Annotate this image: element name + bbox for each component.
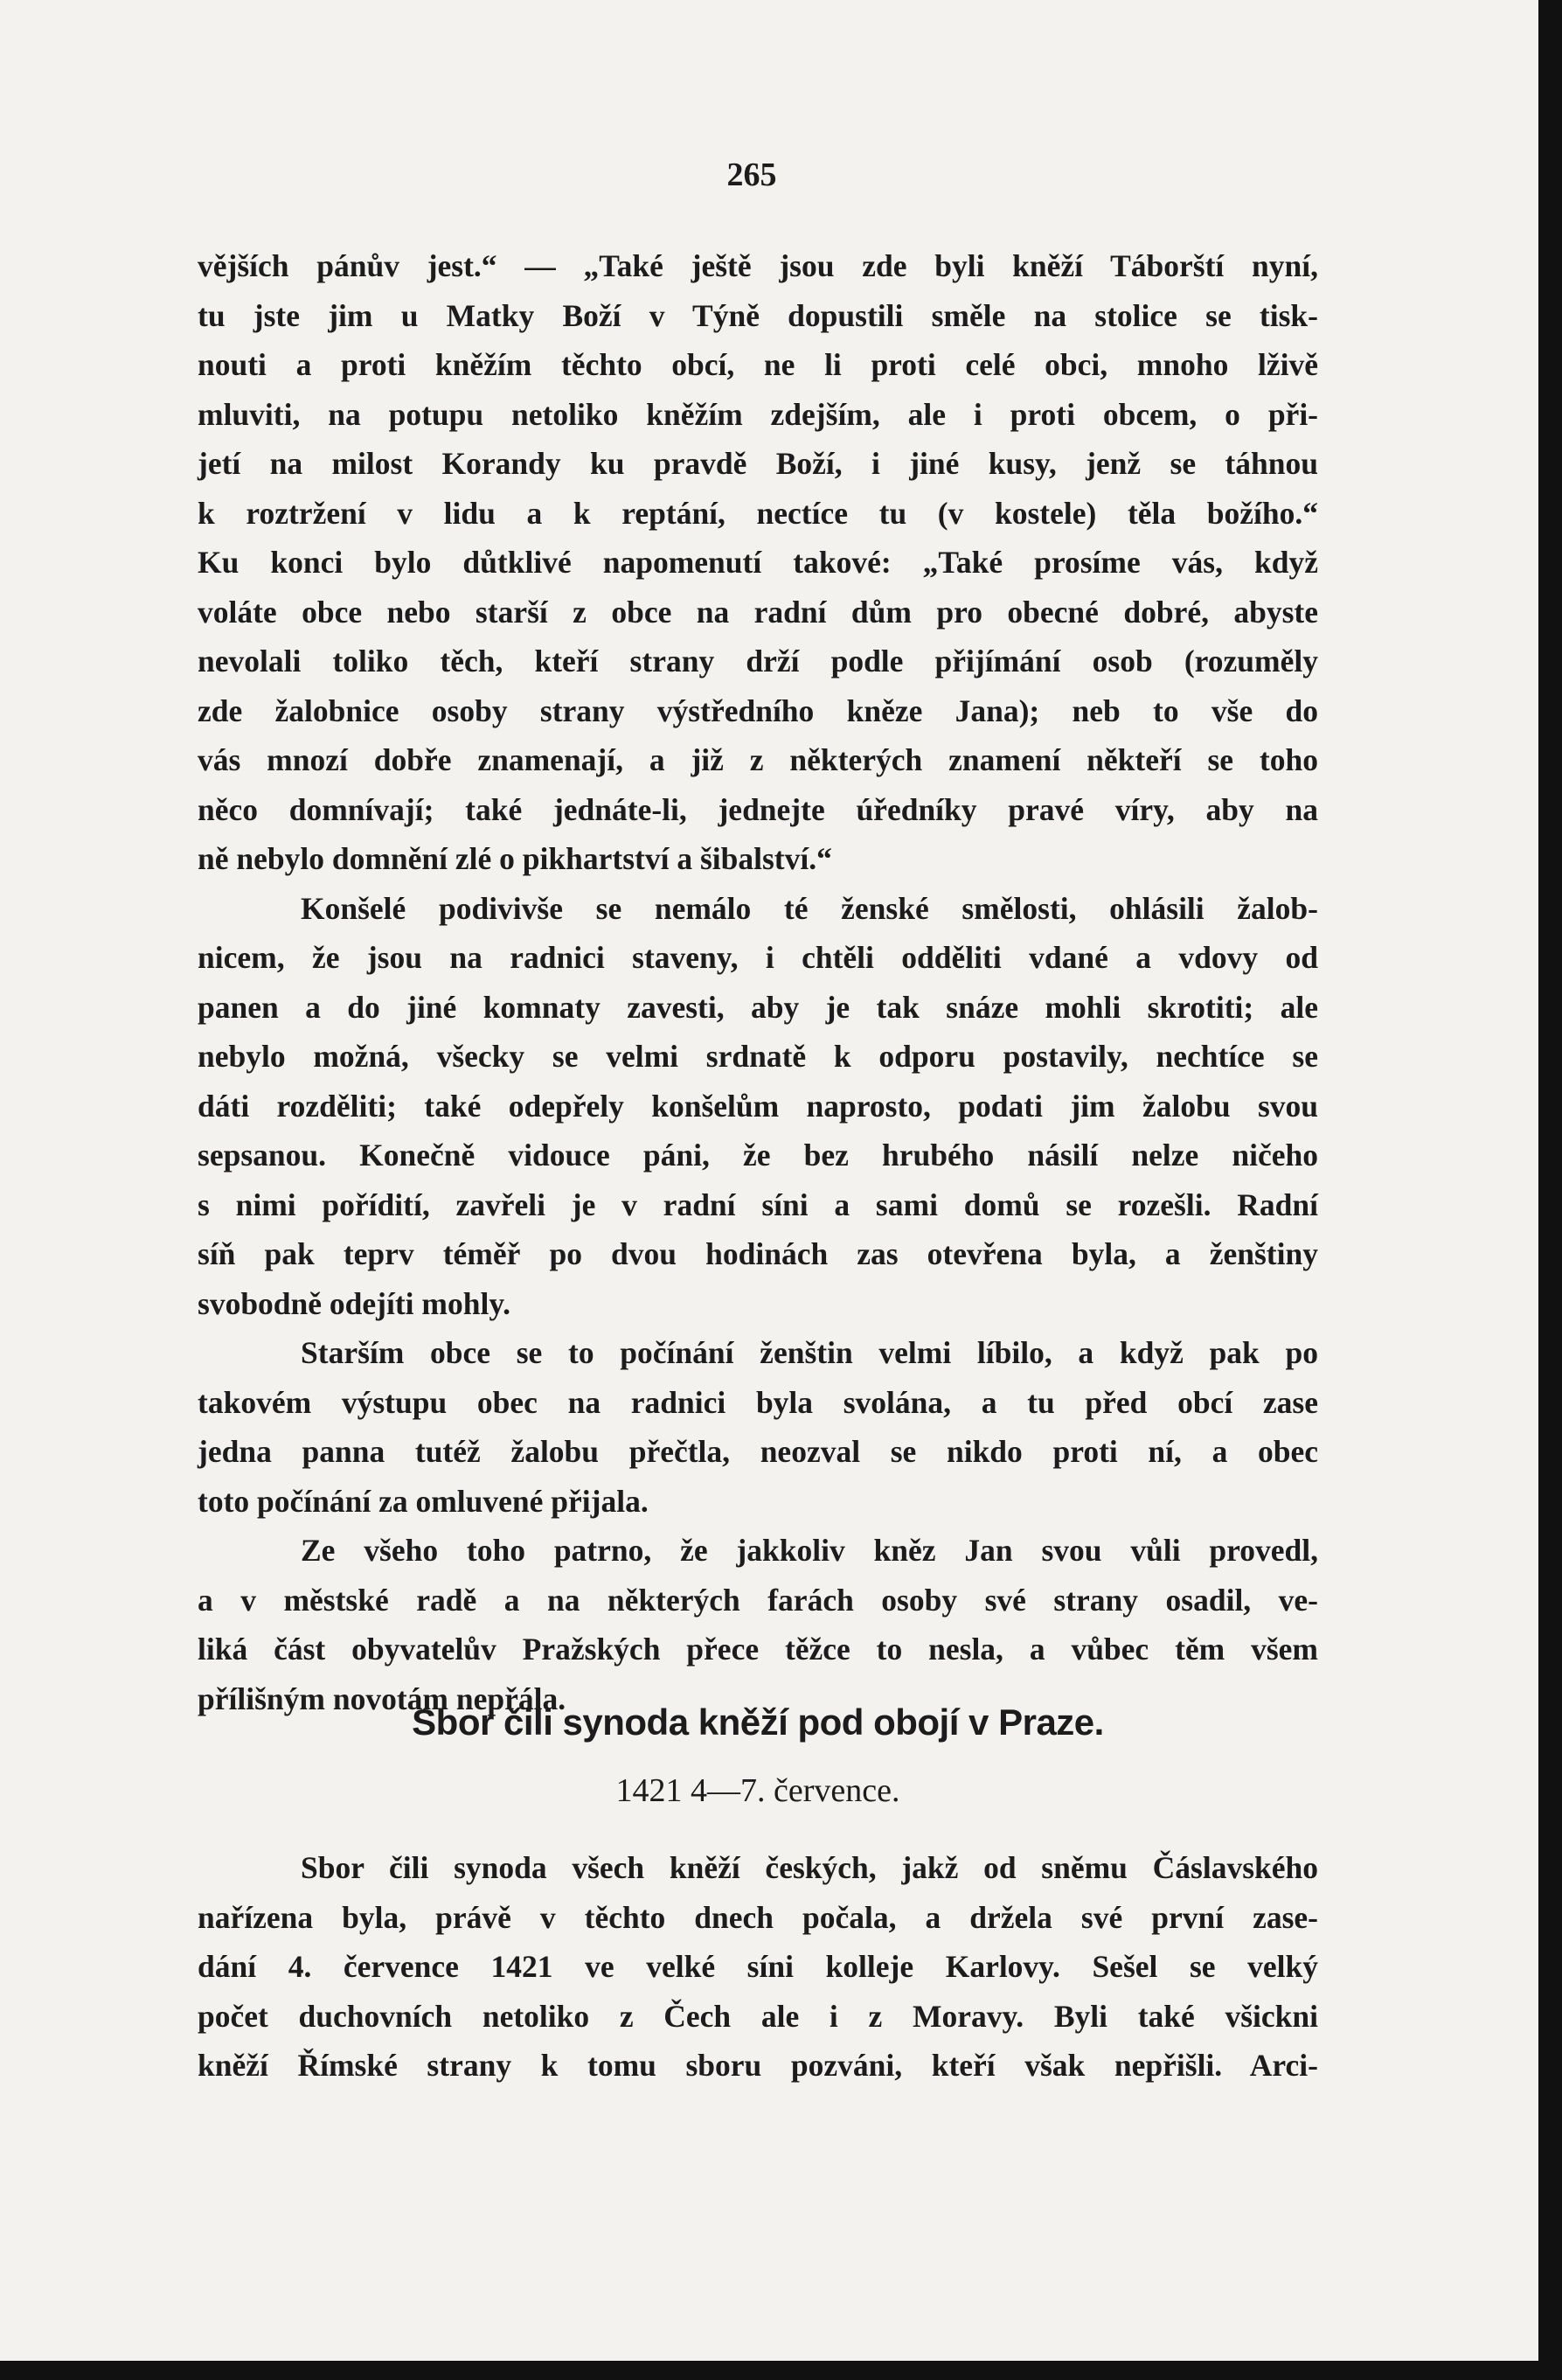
text-line: vějších pánův jest.“ — „Také ještě jsou zde byli kněží Táborští nyní, [198,248,1318,283]
text-line: a v městské radě a na některých farách osoby své strany osadil, ve- [198,1582,1318,1618]
text-line: toto počínání za omluvené přijala. [198,1483,649,1519]
text-line: síň pak teprv téměř po dvou hodinách zas otevřena byla, a ženštiny [198,1236,1318,1271]
text-line: zde žalobnice osoby strany výstředního kněze Jana); neb to vše do [198,692,1318,728]
text-line: jetí na milost Korandy ku pravdě Boží, i jiné kusy, jenž se táhnou [198,446,1318,481]
text-line: Konšelé podivivše se nemálo té ženské smělosti, ohlásili žalob- [301,890,1318,926]
text-line: přílišným novotám nepřála. [198,1681,566,1716]
scan-border-bottom [0,2361,1562,2380]
text-line: Ku konci bylo důtklivé napomenutí takové: „Také prosíme vás, když [198,545,1318,580]
text-line: svobodně odejíti mohly. [198,1285,511,1321]
text-line: nevolali toliko těch, kteří strany drží podle přijímání osob (rozuměly [198,644,1318,679]
text-line: dání 4. července 1421 ve velké síni kolleje Karlovy. Sešel se velký [198,1949,1318,1984]
paragraph-5 [198,1843,1318,2091]
text-line: něco domnívají; také jednáte-li, jednejte úředníky pravé víry, aby na [198,791,1318,827]
scan-border-right [1538,0,1562,2380]
text-line: k roztržení v lidu a k reptání, nectíce tu (v kostele) těla božího.“ [198,495,1318,531]
text-line: tu jste jim u Matky Boží v Týně dopustili směle na stolice se tisk- [198,297,1318,333]
text-line: voláte obce nebo starší z obce na radní dům pro obecné dobré, abyste [198,594,1318,630]
paragraph-4 [198,1526,1318,1723]
section-date: 1421 4—7. července. [615,1772,900,1809]
text-line: jedna panna tutéž žalobu přečtla, neozval se nikdo proti ní, a obec [198,1434,1318,1469]
text-line: liká část obyvatelův Pražských přece těžce to nesla, a vůbec těm všem [198,1632,1318,1667]
text-line: takovém výstupu obec na radnici byla svolána, a tu před obcí zase [198,1384,1318,1420]
paragraph-2 [198,884,1318,1329]
text-line: kněží Římské strany k tomu sboru pozváni, kteří však nepřišli. Arci- [198,2048,1318,2083]
text-line: mluviti, na potupu netoliko kněžím zdejším, ale i proti obcem, o při- [198,396,1318,432]
text-line: panen a do jiné komnaty zavesti, aby je tak snáze mohli skrotiti; ale [198,989,1318,1025]
text-line: nicem, že jsou na radnici staveny, i chtěli odděliti vdané a vdovy od [198,940,1318,975]
page-number: 265 [726,157,777,193]
body-text [198,241,1318,1723]
text-line: s nimi pořídití, zavřeli je v radní síni a sami domů se rozešli. Radní [198,1187,1318,1222]
paragraph-1 [198,241,1318,884]
body-text-section [198,1843,1318,2091]
paragraph-3 [198,1328,1318,1526]
section-heading: Sbor čili synoda kněží pod obojí v Praze. [412,1701,1104,1743]
text-line: Ze všeho toho patrno, že jakkoliv kněz Jan svou vůli provedl, [301,1533,1318,1568]
text-line: Starším obce se to počínání ženštin velmi líbilo, a když pak po [301,1335,1318,1370]
text-line: nouti a proti kněžím těchto obcí, ne li proti celé obci, mnoho lživě [198,347,1318,382]
text-line: dáti rozděliti; také odepřely konšelům naprosto, podati jim žalobu svou [198,1088,1318,1124]
text-line: nebylo možná, všecky se velmi srdnatě k odporu postavily, nechtíce se [198,1039,1318,1074]
text-line: vás mnozí dobře znamenají, a již z některých znamení někteří se toho [198,742,1318,777]
text-line: nařízena byla, právě v těchto dnech počala, a držela své první zase- [198,1899,1318,1935]
text-line: ně nebylo domnění zlé o pikhartství a šibalství.“ [198,841,832,876]
text-line: počet duchovních netoliko z Čech ale i z Moravy. Byli také všickni [198,1998,1318,2034]
text-line: sepsanou. Konečně vidouce páni, že bez hrubého násilí nelze ničeho [198,1138,1318,1173]
text-line: Sbor čili synoda všech kněží českých, jakž od sněmu Čáslavského [301,1850,1318,1885]
